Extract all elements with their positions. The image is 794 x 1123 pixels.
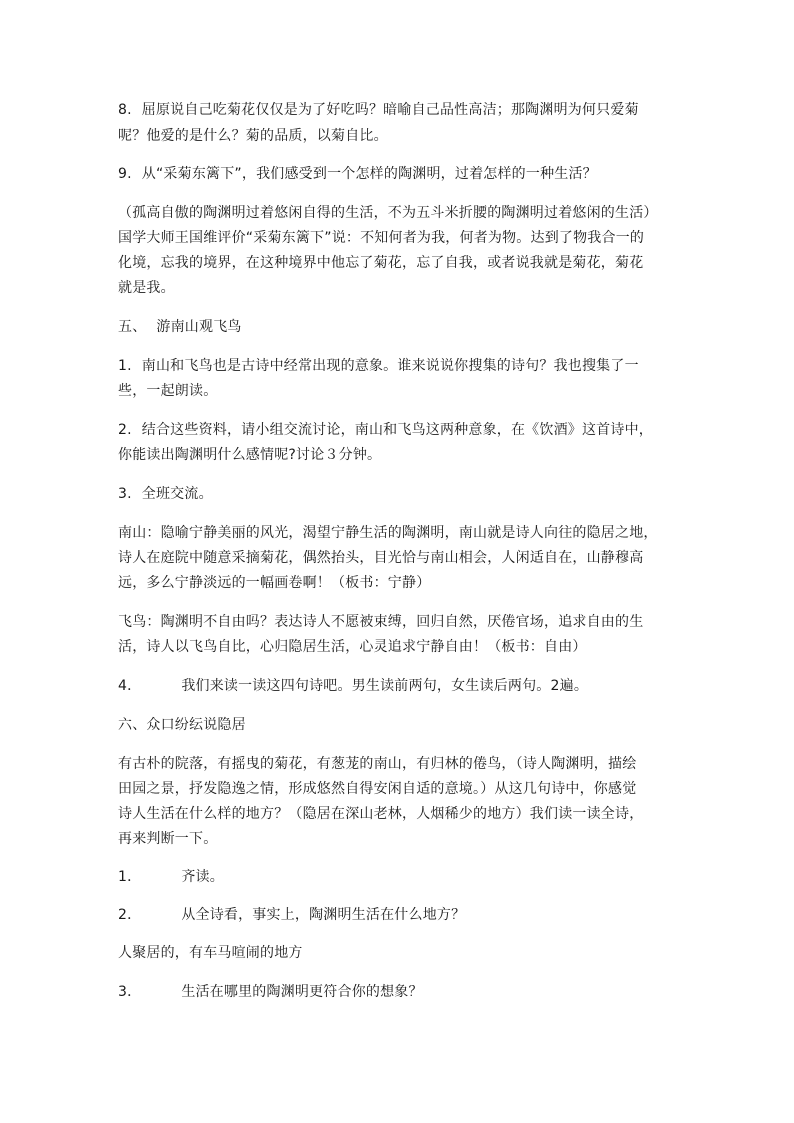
line-text: 化境，忘我的境界，在这种境界中他忘了菊花，忘了自我，或者说我就是菊花，菊花 [118, 255, 644, 271]
s6-para-line-3 [118, 804, 688, 824]
nanshan-line-3 [118, 573, 688, 593]
section-title: 游南山观飞鸟 [156, 319, 242, 335]
s6-item-2-line [118, 905, 688, 925]
s6-para-line-2 [118, 779, 688, 799]
line-text: 远，多么宁静淡远的一幅画卷啊！（板书：宁静） [118, 575, 431, 591]
line-text: 有古朴的院落，有摇曳的菊花，有葱茏的南山，有归林的倦鸟，（诗人陶渊明，描绘 [118, 756, 637, 772]
item-8-line-1 [118, 100, 688, 120]
feiniao-line-2 [118, 637, 688, 657]
line-text: 国学大师王国维评价“采菊东篱下”说：不知何者为我，何者为物。达到了物我合一的 [118, 230, 645, 246]
line-text: （孤高自傲的陶渊明过着悠闲自得的生活，不为五斗米折腰的陶渊明过着悠闲的生活） [118, 205, 658, 221]
line-text: 诗人生活在什么样的地方？（隐居在深山老林，人烟稀少的地方）我们读一读全诗， [118, 806, 644, 822]
section-6-heading [118, 715, 688, 735]
item-number: 2． [118, 907, 142, 923]
s5-item-2-line-2 [118, 445, 688, 465]
line-text: 从“采菊东篱下”，我们感受到一个怎样的陶渊明，过着怎样的一种生活？ [141, 166, 597, 182]
line-text: 生活在哪里的陶渊明更符合你的想象？ [181, 984, 423, 1000]
item-number: 8. [118, 102, 132, 118]
line-text: 就是我。 [118, 280, 175, 296]
line-text: 屈原说自己吃菊花仅仅是为了好吃吗？暗喻自己品性高洁；那陶渊明为何只爱菊 [141, 102, 639, 118]
nanshan-line-2 [118, 548, 688, 568]
item-number: 4． [118, 678, 142, 694]
s5-item-1-line-2 [118, 381, 688, 401]
item-number: 1. [118, 358, 132, 374]
line-text: 诗人在庭院中随意采摘菊花，偶然抬头，目光恰与南山相会，人闲适自在，山静穆高 [118, 550, 644, 566]
line-text: 些，一起朗读。 [118, 383, 218, 399]
feiniao-line-1 [118, 612, 688, 632]
s6-item-2-answer [118, 943, 688, 963]
s6-para-line-1 [118, 754, 688, 774]
line-text: 飞鸟：陶渊明不自由吗？表达诗人不愿被束缚，回归自然，厌倦官场，追求自由的生 [118, 614, 644, 630]
line-text: 从全诗看，事实上，陶渊明生活在什么地方？ [181, 907, 466, 923]
s6-item-3-line [118, 982, 688, 1002]
line-text: 呢？他爱的是什么？菊的品质，以菊自比。 [118, 128, 388, 144]
line-text: 南山：隐喻宁静美丽的风光，渴望宁静生活的陶渊明，南山就是诗人向往的隐居之地， [118, 525, 658, 541]
s6-item-1-line [118, 867, 688, 887]
item-9-answer-line-3 [118, 253, 688, 273]
item-number: 3． [118, 984, 142, 1000]
item-number: 9. [118, 166, 132, 182]
section-number: 五、 [118, 319, 147, 335]
section-5-heading [118, 317, 688, 337]
item-9-answer-line-2 [118, 228, 688, 248]
item-8-line-2 [118, 126, 688, 146]
line-text: 我们来读一读这四句诗吧。男生读前两句，女生读后两句。2遍。 [181, 678, 589, 694]
item-9-answer-line-1 [118, 203, 688, 223]
item-9-line [118, 164, 688, 184]
s5-item-4-line [118, 676, 688, 696]
line-text: 齐读。 [181, 869, 224, 885]
line-text: 人聚居的，有车马喧闹的地方 [118, 945, 303, 961]
s6-para-line-4 [118, 829, 688, 849]
line-text: 田园之景，抒发隐逸之情，形成悠然自得安闲自适的意境。）从这几句诗中，你感觉 [118, 781, 637, 797]
item-number: 1． [118, 869, 142, 885]
line-text: 南山和飞鸟也是古诗中经常出现的意象。谁来说说你搜集的诗句？我也搜集了一 [141, 358, 639, 374]
s5-item-3-line [118, 484, 688, 504]
s5-item-2-line-1 [118, 420, 688, 440]
item-number: 3. [118, 486, 132, 502]
line-text: 再来判断一下。 [118, 831, 218, 847]
nanshan-line-1 [118, 523, 688, 543]
line-text: 结合这些资料，请小组交流讨论，南山和飞鸟这两种意象，在《饮酒》这首诗中， [141, 422, 653, 438]
line-text: 活，诗人以飞鸟自比，心归隐居生活，心灵追求宁静自由！（板书：自由） [118, 639, 587, 655]
item-9-answer-line-4 [118, 278, 688, 298]
s5-item-1-line-1 [118, 356, 688, 376]
line-text: 你能读出陶渊明什么感情呢?讨论３分钟。 [118, 447, 382, 463]
item-number: 2. [118, 422, 132, 438]
line-text: 全班交流。 [141, 486, 213, 502]
section-title: 六、众口纷纭说隐居 [118, 717, 246, 733]
